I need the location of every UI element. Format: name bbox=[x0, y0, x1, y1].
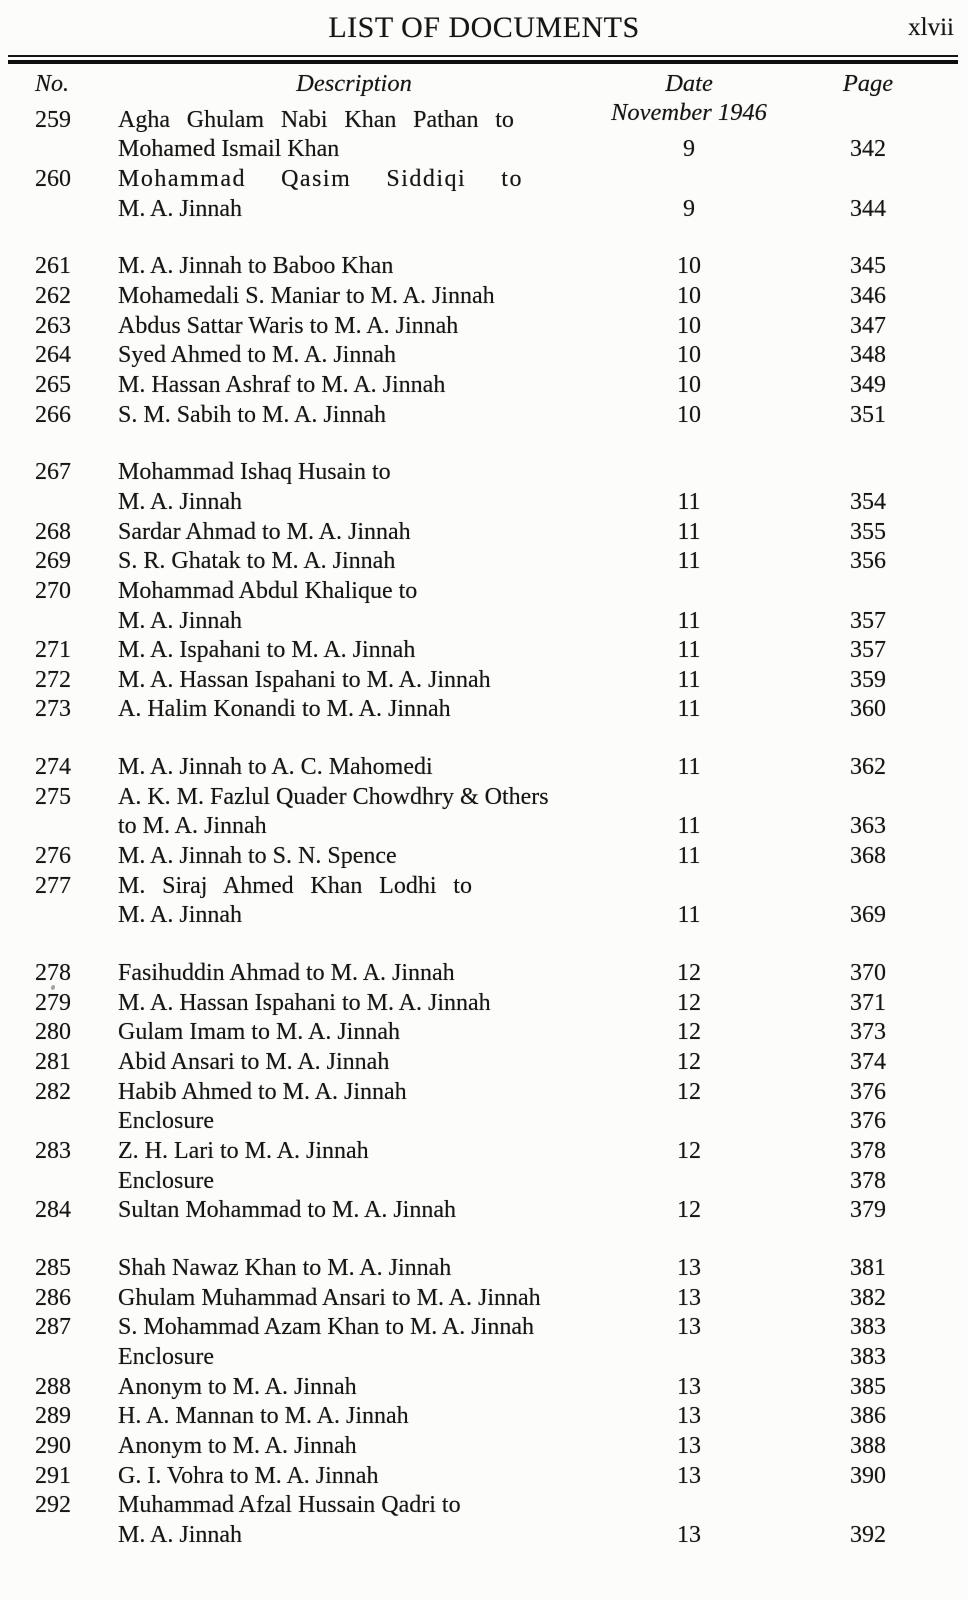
row-page: 388 bbox=[850, 1432, 886, 1459]
table-row bbox=[0, 313, 968, 343]
table-row bbox=[0, 873, 968, 932]
row-date: 12 bbox=[677, 1049, 701, 1076]
table-line bbox=[0, 1344, 968, 1374]
table-line bbox=[0, 136, 968, 166]
table-line bbox=[0, 1433, 968, 1463]
row-description: M. A. Jinnah bbox=[118, 488, 243, 515]
row-number: 287 bbox=[35, 1314, 71, 1341]
row-page: 351 bbox=[850, 401, 886, 428]
row-description: G. I. Vohra to M. A. Jinnah bbox=[118, 1462, 379, 1489]
row-description: Mohammad Abdul Khalique to bbox=[118, 577, 418, 604]
table-row bbox=[0, 519, 968, 549]
row-date: 10 bbox=[677, 401, 701, 428]
row-page: 373 bbox=[850, 1019, 886, 1046]
row-page: 349 bbox=[850, 371, 886, 398]
row-page: 363 bbox=[850, 813, 886, 840]
row-page: 354 bbox=[850, 488, 886, 515]
table-line bbox=[0, 1314, 968, 1344]
row-number: 278 bbox=[35, 960, 71, 987]
table-row bbox=[0, 843, 968, 873]
row-number: 290 bbox=[35, 1432, 71, 1459]
table-line bbox=[0, 489, 968, 519]
table-row bbox=[0, 166, 968, 225]
row-page: 356 bbox=[850, 548, 886, 575]
table-body bbox=[0, 107, 968, 1552]
row-page: 378 bbox=[850, 1138, 886, 1164]
table-line bbox=[0, 1492, 968, 1522]
row-description: Enclosure bbox=[118, 1108, 214, 1135]
row-page: 371 bbox=[850, 989, 886, 1016]
row-date: 10 bbox=[677, 282, 701, 309]
row-description: Ghulam Muhammad Ansari to M. A. Jinnah bbox=[118, 1284, 541, 1311]
row-date: 12 bbox=[677, 1197, 701, 1224]
row-date: 11 bbox=[677, 518, 701, 545]
row-page: 381 bbox=[850, 1254, 886, 1281]
table-row bbox=[0, 548, 968, 578]
row-date: 13 bbox=[677, 1284, 701, 1311]
row-description: M. Siraj Ahmed Khan Lodhi to bbox=[118, 872, 472, 899]
row-description: S. R. Ghatak to M. A. Jinnah bbox=[118, 548, 396, 575]
row-page: 385 bbox=[850, 1373, 886, 1400]
table-line bbox=[0, 253, 968, 283]
row-page: 370 bbox=[850, 960, 886, 987]
row-description: M. A. Jinnah to Baboo Khan bbox=[118, 253, 394, 280]
row-date: 11 bbox=[677, 696, 701, 723]
row-description: S. Mohammad Azam Khan to M. A. Jinnah bbox=[118, 1314, 534, 1341]
row-number: 276 bbox=[35, 843, 71, 870]
table-row bbox=[0, 1197, 968, 1227]
table-line bbox=[0, 1285, 968, 1315]
table-row bbox=[0, 784, 968, 843]
row-description: Z. H. Lari to M. A. Jinnah bbox=[118, 1138, 369, 1164]
row-description: M. A. Jinnah bbox=[118, 902, 243, 929]
row-page: 355 bbox=[850, 518, 886, 545]
table-line bbox=[0, 1197, 968, 1227]
row-page: 362 bbox=[850, 754, 886, 781]
row-number: 285 bbox=[35, 1254, 71, 1281]
row-date: 11 bbox=[677, 607, 701, 634]
row-description: S. M. Sabih to M. A. Jinnah bbox=[118, 401, 387, 428]
row-page: 345 bbox=[850, 253, 886, 280]
table-line bbox=[0, 578, 968, 608]
row-date: 9 bbox=[683, 195, 695, 222]
header-no: No. bbox=[35, 71, 70, 97]
row-date: 13 bbox=[677, 1521, 701, 1548]
row-page: 347 bbox=[850, 312, 886, 339]
table-row bbox=[0, 402, 968, 432]
table-row bbox=[0, 578, 968, 637]
row-number: 259 bbox=[35, 106, 71, 133]
row-number: 277 bbox=[35, 872, 71, 899]
table-line bbox=[0, 990, 968, 1020]
row-description: M. A. Hassan Ispahani to M. A. Jinnah bbox=[118, 666, 491, 693]
row-page: 359 bbox=[850, 666, 886, 693]
row-number: 288 bbox=[35, 1373, 71, 1400]
table-line bbox=[0, 342, 968, 372]
table-row bbox=[0, 459, 968, 518]
table-row bbox=[0, 1255, 968, 1285]
row-date: 10 bbox=[677, 371, 701, 398]
row-description: Mohamedali S. Maniar to M. A. Jinnah bbox=[118, 282, 495, 309]
table-line bbox=[0, 667, 968, 697]
row-date: 12 bbox=[677, 1078, 701, 1105]
table-line bbox=[0, 843, 968, 873]
row-date: 11 bbox=[677, 902, 701, 929]
table-row bbox=[0, 1285, 968, 1315]
row-page: 376 bbox=[850, 1108, 886, 1135]
table-row bbox=[0, 990, 968, 1020]
row-page: 392 bbox=[850, 1521, 886, 1548]
row-date: 11 bbox=[677, 754, 701, 781]
row-description: Shah Nawaz Khan to M. A. Jinnah bbox=[118, 1254, 452, 1281]
row-number: 284 bbox=[35, 1197, 71, 1224]
table-line bbox=[0, 313, 968, 343]
table-row bbox=[0, 1403, 968, 1433]
row-description: M. Hassan Ashraf to M. A. Jinnah bbox=[118, 371, 446, 398]
table-row bbox=[0, 1049, 968, 1079]
row-number: 262 bbox=[35, 282, 71, 309]
row-number: 286 bbox=[35, 1284, 71, 1311]
row-date: 13 bbox=[677, 1373, 701, 1400]
table-row bbox=[0, 1374, 968, 1404]
row-description: Sultan Mohammad to M. A. Jinnah bbox=[118, 1197, 456, 1224]
row-page: 376 bbox=[850, 1078, 886, 1105]
row-date: 13 bbox=[677, 1254, 701, 1281]
row-page: 357 bbox=[850, 607, 886, 634]
table-line bbox=[0, 1522, 968, 1552]
table-row bbox=[0, 960, 968, 990]
row-number: 275 bbox=[35, 783, 71, 810]
row-page: 369 bbox=[850, 902, 886, 929]
table-line bbox=[0, 1374, 968, 1404]
row-number: 291 bbox=[35, 1462, 71, 1489]
row-number: 280 bbox=[35, 1019, 71, 1046]
row-page: 368 bbox=[850, 843, 886, 870]
row-page: 382 bbox=[850, 1284, 886, 1311]
row-description: Anonym to M. A. Jinnah bbox=[118, 1373, 357, 1400]
row-page: 342 bbox=[850, 136, 886, 163]
row-number: 265 bbox=[35, 371, 71, 398]
row-description: Habib Ahmed to M. A. Jinnah bbox=[118, 1078, 407, 1105]
row-page: 378 bbox=[850, 1167, 886, 1194]
table-line bbox=[0, 608, 968, 638]
row-number: 281 bbox=[35, 1049, 71, 1076]
header-date bbox=[590, 70, 788, 127]
table-row bbox=[0, 1314, 968, 1373]
row-page: 383 bbox=[850, 1343, 886, 1370]
header-date-label: Date bbox=[665, 70, 713, 97]
row-description: Muhammad Afzal Hussain Qadri to bbox=[118, 1492, 461, 1519]
table-line bbox=[0, 372, 968, 402]
table-row bbox=[0, 1463, 968, 1493]
row-description: H. A. Mannan to M. A. Jinnah bbox=[118, 1403, 409, 1430]
table-line bbox=[0, 1019, 968, 1049]
header-description: Description bbox=[296, 70, 412, 97]
row-page: 374 bbox=[850, 1049, 886, 1076]
header-page: Page bbox=[842, 70, 894, 97]
table-row bbox=[0, 696, 968, 726]
row-description: Enclosure bbox=[118, 1343, 214, 1370]
row-date: 10 bbox=[677, 253, 701, 280]
row-number: 283 bbox=[35, 1138, 71, 1164]
table-row bbox=[0, 754, 968, 784]
row-page: 346 bbox=[850, 282, 886, 309]
table-line bbox=[0, 960, 968, 990]
table-line bbox=[0, 283, 968, 313]
row-number: 279 bbox=[35, 989, 71, 1016]
table-line bbox=[0, 548, 968, 578]
table-row bbox=[0, 283, 968, 313]
row-description: Anonym to M. A. Jinnah bbox=[118, 1432, 357, 1459]
row-date: 11 bbox=[677, 843, 701, 870]
table-line bbox=[0, 696, 968, 726]
table-line bbox=[0, 1108, 968, 1138]
row-date: 13 bbox=[677, 1432, 701, 1459]
header-rule bbox=[8, 55, 958, 64]
row-description: M. A. Jinnah to A. C. Mahomedi bbox=[118, 754, 433, 781]
row-date: 11 bbox=[677, 488, 701, 515]
row-description: Agha Ghulam Nabi Khan Pathan to bbox=[118, 106, 514, 133]
row-description: Sardar Ahmad to M. A. Jinnah bbox=[118, 518, 411, 545]
table-row bbox=[0, 667, 968, 697]
row-date: 12 bbox=[677, 989, 701, 1016]
table-line bbox=[0, 1079, 968, 1109]
row-date: 13 bbox=[677, 1462, 701, 1489]
row-description: A. K. M. Fazlul Quader Chowdhry & Others bbox=[118, 783, 549, 810]
row-date: 11 bbox=[677, 637, 701, 664]
page-title: LIST OF DOCUMENTS bbox=[328, 11, 640, 44]
row-page: 379 bbox=[850, 1197, 886, 1224]
row-page: 386 bbox=[850, 1403, 886, 1430]
row-description: Fasihuddin Ahmad to M. A. Jinnah bbox=[118, 960, 455, 987]
row-page: 383 bbox=[850, 1314, 886, 1341]
row-description: Mohammad Ishaq Husain to bbox=[118, 459, 391, 486]
row-page: 360 bbox=[850, 696, 886, 723]
row-date: 11 bbox=[677, 548, 701, 575]
row-number: 271 bbox=[35, 637, 71, 664]
row-number: 267 bbox=[35, 459, 71, 486]
table-line bbox=[0, 1168, 968, 1198]
table-line bbox=[0, 1403, 968, 1433]
row-date: 11 bbox=[677, 666, 701, 693]
row-description: Enclosure bbox=[118, 1167, 214, 1194]
row-number: 292 bbox=[35, 1492, 71, 1519]
row-page: 390 bbox=[850, 1462, 886, 1489]
row-description: to M. A. Jinnah bbox=[118, 813, 267, 840]
table-line bbox=[0, 519, 968, 549]
header-date-subtitle: November 1946 bbox=[611, 99, 767, 126]
row-page: 344 bbox=[850, 195, 886, 222]
row-description: M. A. Jinnah bbox=[118, 195, 243, 222]
row-date: 13 bbox=[677, 1403, 701, 1430]
table-line bbox=[0, 196, 968, 226]
table-line bbox=[0, 813, 968, 843]
row-number: 273 bbox=[35, 696, 71, 723]
row-description: A. Halim Konandi to M. A. Jinnah bbox=[118, 696, 451, 723]
table-line bbox=[0, 1138, 968, 1168]
row-description: M. A. Hassan Ispahani to M. A. Jinnah bbox=[118, 989, 491, 1016]
table-line bbox=[0, 902, 968, 932]
table-row bbox=[0, 1138, 968, 1197]
row-description: Gulam Imam to M. A. Jinnah bbox=[118, 1019, 400, 1046]
row-description: Syed Ahmed to M. A. Jinnah bbox=[118, 342, 397, 369]
row-date: 10 bbox=[677, 342, 701, 369]
row-number: 270 bbox=[35, 577, 71, 604]
row-page: 348 bbox=[850, 342, 886, 369]
row-date: 10 bbox=[677, 312, 701, 339]
table-row bbox=[0, 1079, 968, 1138]
page-header bbox=[0, 0, 968, 55]
row-page: 357 bbox=[850, 637, 886, 664]
row-number: 260 bbox=[35, 165, 71, 192]
row-number: 282 bbox=[35, 1078, 71, 1105]
table-line bbox=[0, 637, 968, 667]
table-line bbox=[0, 166, 968, 196]
row-number: 274 bbox=[35, 754, 71, 781]
table-row bbox=[0, 1433, 968, 1463]
row-date: 13 bbox=[677, 1314, 701, 1341]
table-line bbox=[0, 1049, 968, 1079]
row-number: 266 bbox=[35, 401, 71, 428]
table-row bbox=[0, 1492, 968, 1551]
row-number: 263 bbox=[35, 312, 71, 339]
row-date: 12 bbox=[677, 1019, 701, 1046]
row-date: 11 bbox=[677, 813, 701, 840]
row-date: 12 bbox=[677, 960, 701, 987]
row-number: 289 bbox=[35, 1403, 71, 1430]
row-number: 264 bbox=[35, 342, 71, 369]
table-line bbox=[0, 1255, 968, 1285]
row-number: 268 bbox=[35, 518, 71, 545]
table-line bbox=[0, 107, 968, 137]
table-line bbox=[0, 754, 968, 784]
table-line bbox=[0, 873, 968, 903]
table-line bbox=[0, 402, 968, 432]
row-description: M. A. Jinnah bbox=[118, 1521, 243, 1548]
table-row bbox=[0, 253, 968, 283]
row-description: M. A. Ispahani to M. A. Jinnah bbox=[118, 637, 416, 664]
table-line bbox=[0, 1463, 968, 1493]
table-row bbox=[0, 107, 968, 166]
table-row bbox=[0, 637, 968, 667]
row-description: Mohamed Ismail Khan bbox=[118, 136, 340, 163]
row-description: M. A. Jinnah bbox=[118, 607, 243, 634]
row-number: 269 bbox=[35, 548, 71, 575]
row-description: Abid Ansari to M. A. Jinnah bbox=[118, 1049, 390, 1076]
row-number: 272 bbox=[35, 666, 71, 693]
row-description: Abdus Sattar Waris to M. A. Jinnah bbox=[118, 312, 459, 339]
row-number: 261 bbox=[35, 253, 71, 280]
folio-number: xlvii bbox=[908, 14, 954, 41]
table-line bbox=[0, 784, 968, 814]
row-description: M. A. Jinnah to S. N. Spence bbox=[118, 843, 397, 870]
table-row bbox=[0, 1019, 968, 1049]
table-row bbox=[0, 372, 968, 402]
table-row bbox=[0, 342, 968, 372]
table-line bbox=[0, 459, 968, 489]
row-date: 12 bbox=[677, 1138, 701, 1164]
row-description: Mohammad Qasim Siddiqi to bbox=[118, 165, 523, 192]
row-date: 9 bbox=[683, 136, 695, 163]
